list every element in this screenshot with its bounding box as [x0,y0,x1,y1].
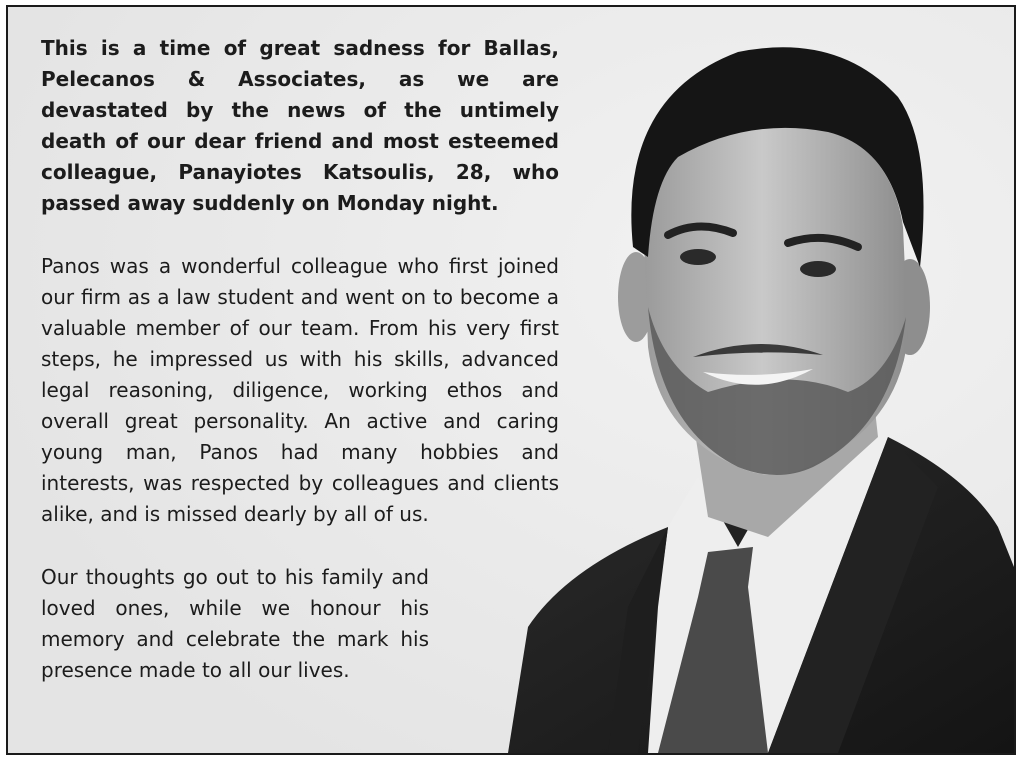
obituary-card [6,5,1016,755]
tribute-paragraph: Panos was a wonderful colleague who first joined our firm as a law student and went on to become a valuable member of our team. From his very first steps, he impressed us with his skills, advanced legal reasoning, diligence, working ethos and overall great personality. An active and caring young man, Panos had many hobbies and interests, was respected by colleagues and clients alike, and is missed dearly by all of us. [41,254,559,526]
intro-paragraph: This is a time of great sadness for Ballas, Pelecanos & Associates, as we are devastated by the news of the untimely death of our dear friend and most esteemed colleague, Panayiotes Katsoulis, 28, who passed away suddenly on Monday night. [41,36,559,215]
closing-paragraph: Our thoughts go out to his family and loved ones, while we honour his memory and celebrate the mark his presence made to all our lives. [41,565,429,682]
obituary-text [41,33,559,718]
